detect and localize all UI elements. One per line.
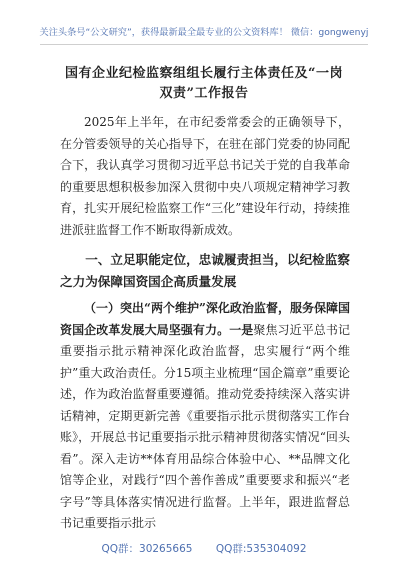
intro-paragraph: 2025年上半年，在市纪委常委会的正确领导下，在分管委领导的关心指导下，在驻在部门党委的协同配合下，我认真学习贯彻习近平总书记关于党的自我革命的重要思想积极参加深入贯彻中央八项规定精神学习教育，扎实开展纪检监察工作“三化”建设年行动，持续推进派驻监督工作不断取得新成效。 [60, 115, 350, 237]
header-divider [40, 44, 368, 45]
footer-qq-group-1: QQ群：30265665 [101, 543, 193, 555]
document-body [60, 112, 350, 535]
footer [0, 541, 408, 556]
section-heading-1: 一、立足职能定位，忠诚履责担当，以纪检监察之力为保障国资国企高质量发展 [60, 252, 350, 289]
document-title: 国有企业纪检监察组组长履行主体责任及“一岗双责”工作报告 [65, 66, 343, 101]
header-notice: 关注头条号“公文研究”，获得最新最全最专业的公文资料库！ 微信：gongwenyj [39, 27, 369, 38]
footer-qq-group-2: QQ群:535304092 [215, 543, 307, 555]
subsection-body: 聚焦习近平总书记重要指示批示精神深化政治监督，忠实履行“两个维护”重大政治责任。分15项主业梳理“国企篇章”重要论述，作为政治监督重要遵循。推动党委持续深入落实讲话精神，定期更新完善《重要指示批示贯彻落实工作台账》，开展总书记重要指示批示精神贯彻落实情况“回头看”。深入走访**体育用品综合体验中心、**品牌文化馆等企业，对践行“四个善作善成”重要要求和振兴“老字号”等具体落实情况进行监督。上半年，跟进监督总书记重要指示批示 [60, 322, 350, 530]
subsection-first-marker: 一是 [229, 322, 254, 337]
subsection-paragraph-1 [60, 298, 350, 535]
subsection-lead: （一）突出“两个维护”深化政治监督，服务保障国资国企改革发展大局坚强有力。 [60, 301, 350, 337]
